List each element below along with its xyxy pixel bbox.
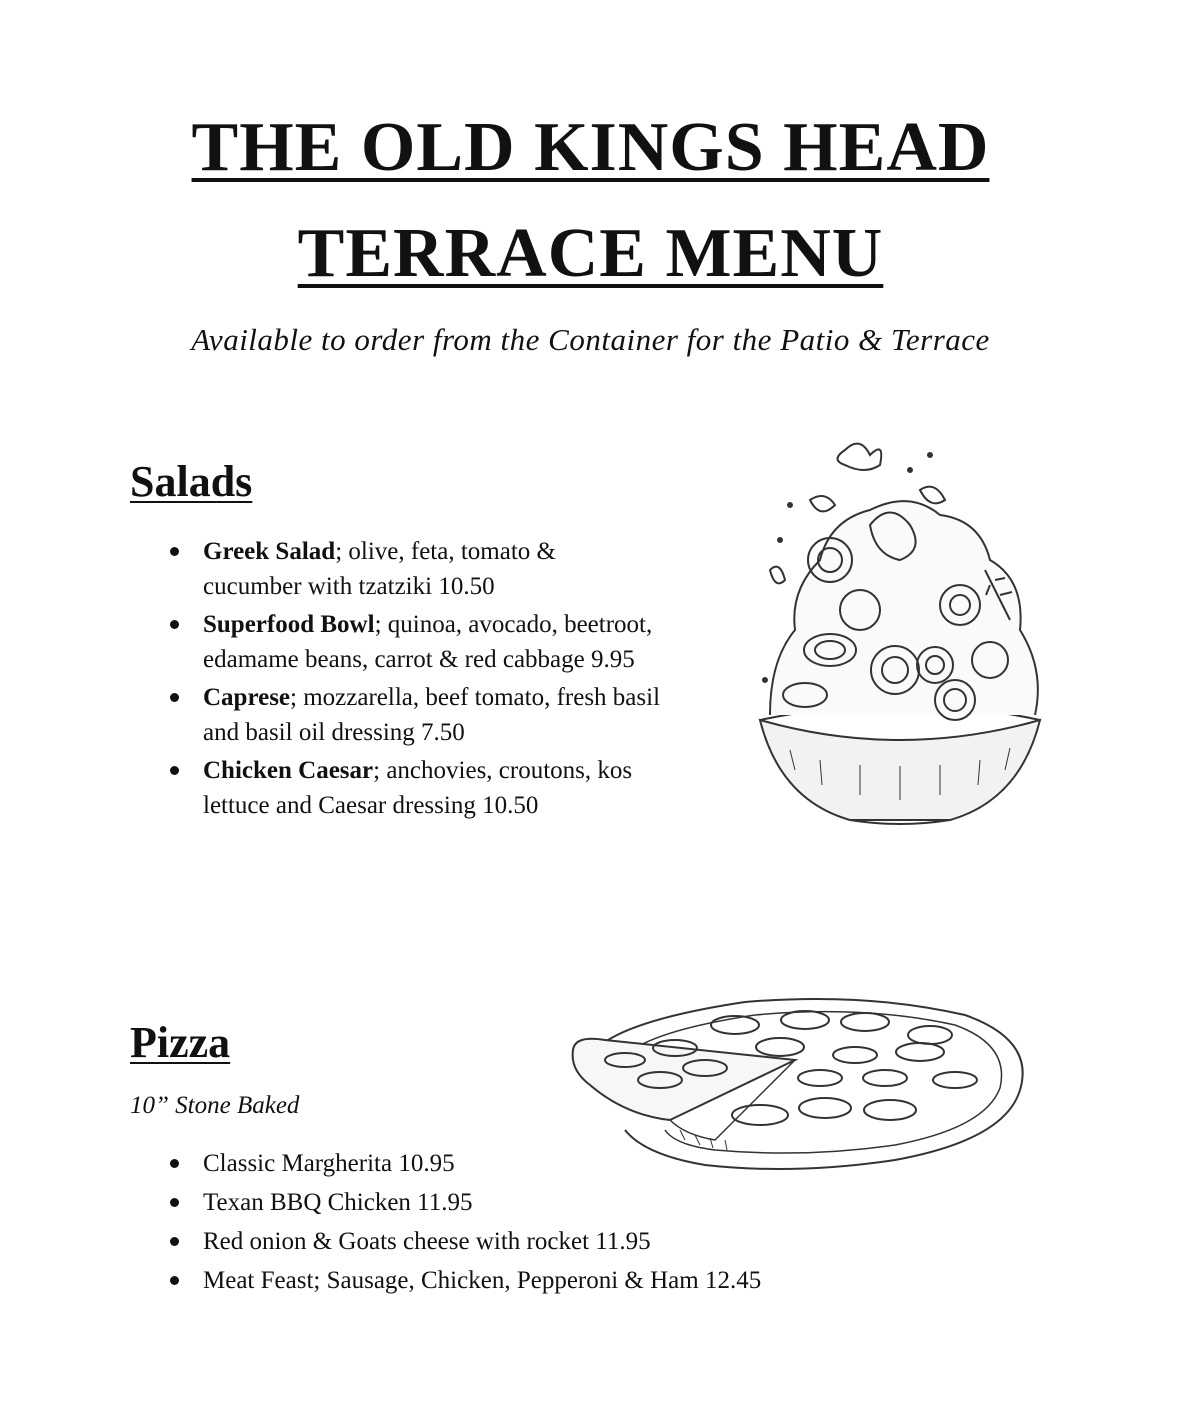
salad-item-name: Chicken Caesar — [203, 757, 374, 784]
salad-item-name: Superfood Bowl — [203, 611, 375, 638]
salad-item-name: Caprese — [203, 684, 291, 711]
menu-title-line2: TERRACE MENU — [297, 215, 884, 292]
salad-item — [0, 680, 660, 750]
pizza-list — [0, 1146, 900, 1302]
salad-item-desc: ; anchovies, croutons, kos lettuce and Caesar dressing 10.50 — [203, 757, 633, 819]
salad-item-desc: ; quinoa, avocado, beetroot, edamame beans, carrot & red cabbage 9.95 — [203, 611, 653, 673]
salad-item-name: Greek Salad — [203, 538, 336, 565]
menu-title-line1: THE OLD KINGS HEAD — [191, 109, 990, 186]
pizza-item: Texan BBQ Chicken 11.95 — [0, 1185, 900, 1220]
salad-item-desc: ; mozzarella, beef tomato, fresh basil and basil oil dressing 7.50 — [203, 684, 661, 746]
salads-list — [0, 534, 660, 826]
pizza-item: Classic Margherita 10.95 — [0, 1146, 900, 1181]
salad-bowl-illustration — [750, 430, 1050, 830]
salad-item-desc: ; olive, feta, tomato & cucumber with tzatziki 10.50 — [203, 538, 556, 600]
pizza-item: Meat Feast; Sausage, Chicken, Pepperoni & Ham 12.45 — [0, 1263, 900, 1298]
salads-heading: Salads — [130, 457, 253, 506]
salad-item — [0, 534, 660, 604]
menu-subtitle: Available to order from the Container for the Patio & Terrace — [191, 322, 990, 357]
pizza-heading: Pizza — [130, 1018, 231, 1067]
salad-item — [0, 607, 660, 677]
salad-item — [0, 753, 660, 823]
pizza-size-note: 10” Stone Baked — [130, 1092, 300, 1119]
pizza-item: Red onion & Goats cheese with rocket 11.95 — [0, 1224, 900, 1259]
